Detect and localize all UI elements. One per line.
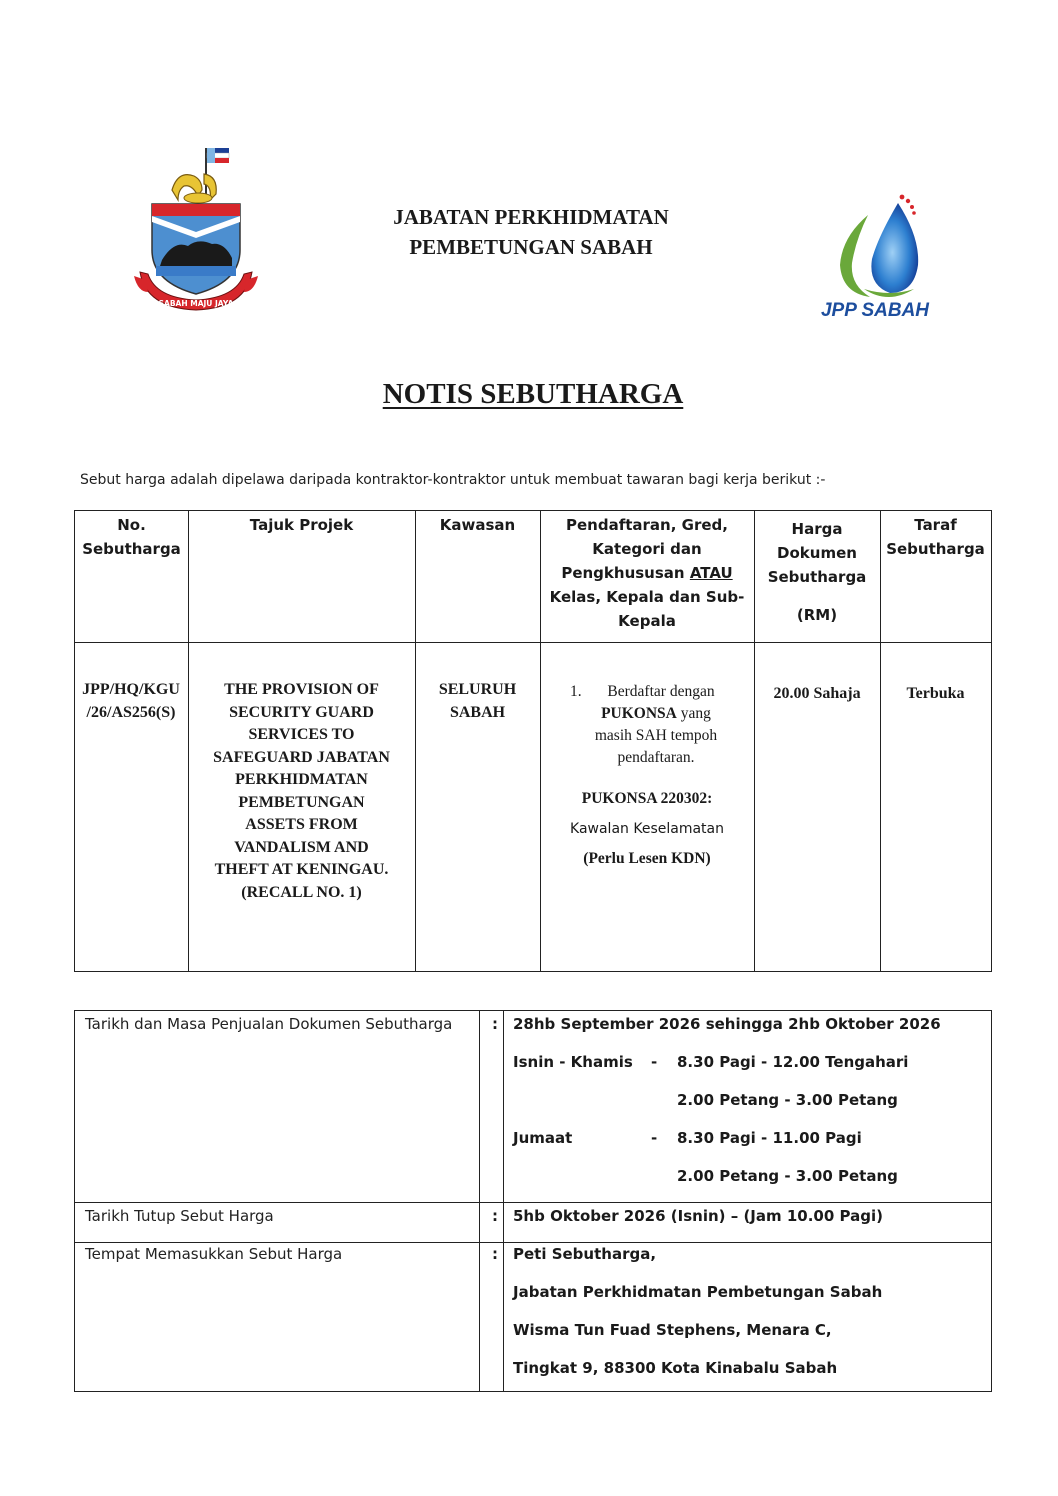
colon: :	[492, 1245, 498, 1263]
agency-name-line1: JABATAN PERKHIDMATAN	[393, 205, 669, 229]
weekday-label: Isnin - Khamis	[513, 1053, 633, 1071]
column-divider	[415, 511, 416, 971]
row-divider	[75, 1202, 991, 1203]
quotation-table	[74, 510, 992, 972]
column-divider	[479, 1011, 480, 1391]
logo-text: JPP SABAH	[820, 300, 930, 321]
crest-motto-text: SABAH MAJU JAYA	[158, 299, 234, 308]
header-area: Kawasan	[439, 516, 516, 534]
submission-address-line: Jabatan Perkhidmatan Pembetungan Sabah	[513, 1283, 883, 1301]
header-project-title: Tajuk Projek	[249, 516, 354, 534]
jpp-sabah-logo-icon	[828, 185, 938, 305]
header-registration: Pendaftaran, Gred, Kategori dan Pengkhususan ATAU Kelas, Kepala dan Sub- Kepala	[549, 516, 745, 630]
header-document-price: Harga Dokumen Sebutharga (RM)	[767, 520, 867, 624]
document-price: 20.00 Sahaja	[773, 685, 861, 702]
closing-date: 5hb Oktober 2026 (Isnin) – (Jam 10.00 Pagi)	[513, 1207, 883, 1225]
notice-title: NOTIS SEBUTHARGA	[382, 378, 684, 410]
friday-time-2: 2.00 Petang - 3.00 Petang	[677, 1167, 898, 1185]
header-quotation-no: No. Sebutharga	[82, 516, 181, 558]
agency-name	[300, 202, 762, 262]
friday-dash: -	[651, 1129, 658, 1147]
submission-address-line: Wisma Tun Fuad Stephens, Menara C,	[513, 1321, 832, 1339]
intro-text: Sebut harga adalah dipelawa daripada kontraktor-kontraktor untuk membuat tawaran bagi kerja berikut :-	[80, 472, 826, 488]
row-divider	[75, 642, 991, 643]
friday-label: Jumaat	[513, 1129, 573, 1147]
weekday-time-1: 8.30 Pagi - 12.00 Tengahari	[677, 1053, 909, 1071]
closing-date-label: Tarikh Tutup Sebut Harga	[85, 1207, 274, 1225]
sale-date-label: Tarikh dan Masa Penjualan Dokumen Sebutharga	[85, 1015, 453, 1033]
column-divider	[503, 1011, 504, 1391]
submission-place-label: Tempat Memasukkan Sebut Harga	[85, 1245, 343, 1263]
quotation-number: JPP/HQ/KGU /26/AS256(S)	[82, 681, 180, 721]
details-table	[74, 1010, 992, 1392]
submission-address-line: Tingkat 9, 88300 Kota Kinabalu Sabah	[513, 1359, 838, 1377]
header-quotation-status: Taraf Sebutharga	[886, 516, 985, 558]
project-title: THE PROVISION OF SECURITY GUARD SERVICES TO SAFEGUARD JABATAN PERKHIDMATAN PEMBETUNGAN ASSETS FROM VANDALISM AND THEFT AT KENINGAU. (RECALL NO. 1)	[213, 681, 390, 901]
sale-dates: 28hb September 2026 sehingga 2hb Oktober 2026	[513, 1015, 941, 1033]
weekday-time-2: 2.00 Petang - 3.00 Petang	[677, 1091, 898, 1109]
submission-address-line: Peti Sebutharga,	[513, 1245, 657, 1263]
sabah-crest-icon	[132, 142, 260, 318]
weekday-dash: -	[651, 1053, 658, 1071]
row-divider	[75, 1242, 991, 1243]
project-area: SELURUH SABAH	[438, 681, 517, 721]
column-divider	[880, 511, 881, 971]
quotation-status: Terbuka	[906, 685, 965, 702]
registration-requirements: 1. Berdaftar dengan PUKONSA yang masih SAH tempoh pendaftaran. PUKONSA 220302: Kawalan Keselamatan (Perlu Lesen KDN)	[570, 683, 724, 867]
colon: :	[492, 1207, 498, 1225]
agency-name-line2: PEMBETUNGAN SABAH	[409, 235, 653, 259]
friday-time-1: 8.30 Pagi - 11.00 Pagi	[677, 1129, 862, 1147]
list-item-number: 1.	[570, 683, 582, 700]
colon: :	[492, 1015, 498, 1033]
